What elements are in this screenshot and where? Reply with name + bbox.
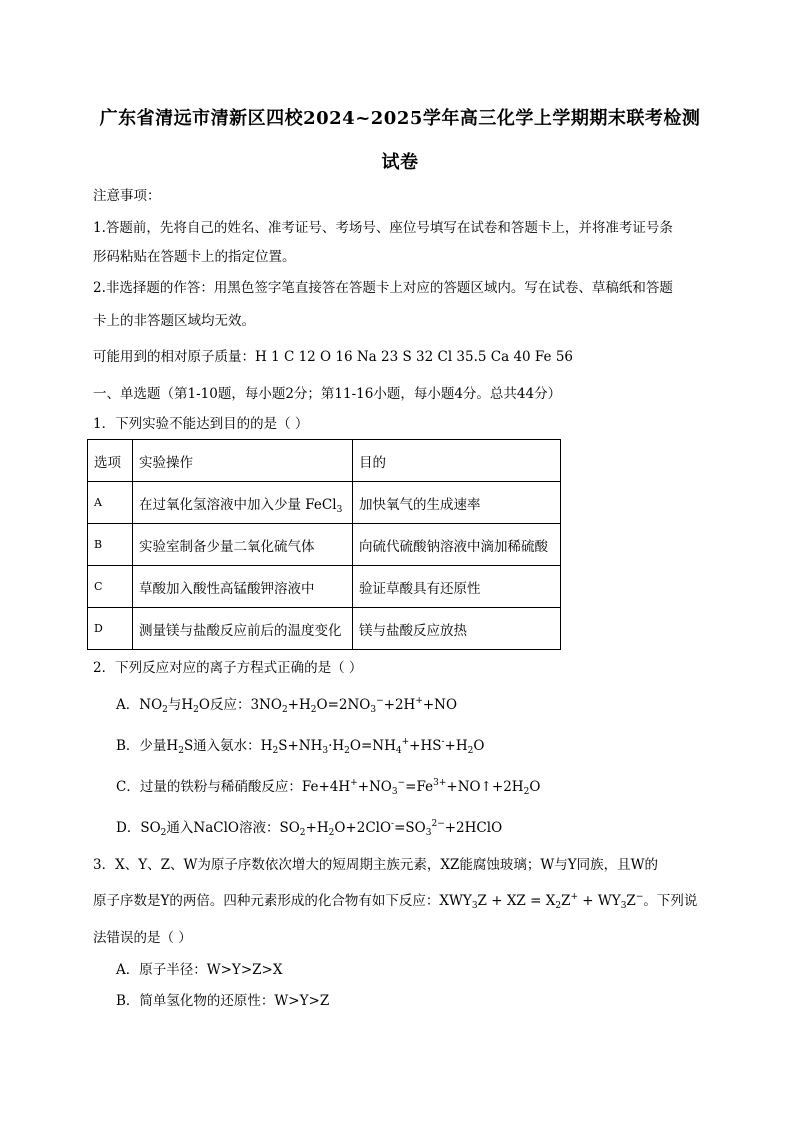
section-heading: 一、单选题（第1-10题，每小题2分；第11-16小题，每小题4分。总共44分） (93, 386, 562, 402)
table-header-cell: 选项 (88, 440, 133, 482)
question-2-option-a: A．$NO_2$与$H_2O$反应：$3NO_2+H_2O=2NO_3^-+2H^++NO$ (116, 696, 458, 715)
table-row (88, 524, 561, 566)
note-1-line-2: 形码粘贴在答题卡上的指定位置。 (93, 249, 296, 265)
operation-cell: 实验室制备少量二氧化硫气体 (133, 524, 353, 566)
question-2-option-b: B．少量$H_2S$通入氨水：$H_2S+NH_3\cdot H_2O=NH_4^++HS^-+H_2O$ (116, 737, 485, 756)
goal-cell: 镁与盐酸反应放热 (353, 608, 561, 650)
note-2-line-1: 2.非选择题的作答：用黑色签字笔直接答在答题卡上对应的答题区域内。写在试卷、草稿纸和答题 (93, 280, 673, 296)
note-2-line-2: 卡上的非答题区域均无效。 (93, 313, 255, 329)
goal-cell: 加快氧气的生成速率 (353, 482, 561, 524)
option-cell: A (88, 482, 133, 524)
question-3-line-3: 法错误的是（ ） (93, 930, 192, 946)
question-3-option-b: B．简单氢化物的还原性：W>Y>Z (116, 993, 330, 1009)
atomic-masses: 可能用到的相对原子质量：H 1 C 12 O 16 Na 23 S 32 Cl 35.5 Ca 40 Fe 56 (93, 349, 574, 365)
goal-cell: 验证草酸具有还原性 (353, 566, 561, 608)
question-3-line-2: 原子序数是Y的两倍。四种元素形成的化合物有如下反应：$XWY_3Z$ + XZ = $X_2Z^+ + WY_3Z^-$。下列说 (93, 892, 698, 911)
operation-cell: 测量镁与盐酸反应前后的温度变化 (133, 608, 353, 650)
table-header-cell: 实验操作 (133, 440, 353, 482)
question-1-table (87, 439, 561, 650)
question-2-stem: 2．下列反应对应的离子方程式正确的是（ ） (93, 660, 363, 676)
option-cell: C (88, 566, 133, 608)
option-cell: D (88, 608, 133, 650)
goal-cell: 向硫代硫酸钠溶液中滴加稀硫酸 (353, 524, 561, 566)
question-3-line-1: 3．X、Y、Z、W为原子序数依次增大的短周期主族元素，XZ能腐蚀玻璃；W与Y同族，且W的 (93, 857, 659, 873)
question-2-option-d: D．$SO_2$通入NaClO溶液：$SO_2+H_2O+2ClO^-=SO_3^{2-}+2HClO$ (116, 819, 503, 838)
page-title: 广东省清远市清新区四校2024~2025学年高三化学上学期期末联考检测 (99, 108, 701, 129)
option-cell: B (88, 524, 133, 566)
note-1-line-1: 1.答题前，先将自己的姓名、准考证号、考场号、座位号填写在试卷和答题卡上，并将准考证号条 (93, 220, 673, 236)
question-1-stem: 1．下列实验不能达到目的的是（ ） (93, 416, 309, 432)
question-2-option-c: C．过量的铁粉与稀硝酸反应：$Fe+4H^++NO_3^-=Fe^{3+}+NO↑+2H_2O$ (116, 778, 541, 797)
table-header-row (88, 440, 561, 482)
question-3-option-a: A．原子半径：W>Y>Z>X (116, 962, 283, 978)
table-row (88, 566, 561, 608)
operation-cell: 在过氧化氢溶液中加入少量 FeCl$_3$ (133, 482, 353, 524)
table-row (88, 608, 561, 650)
table-row (88, 482, 561, 524)
operation-cell: 草酸加入酸性高锰酸钾溶液中 (133, 566, 353, 608)
page-title-continued: 试卷 (381, 152, 419, 173)
notes-heading: 注意事项： (93, 188, 161, 204)
table-header-cell: 目的 (353, 440, 561, 482)
